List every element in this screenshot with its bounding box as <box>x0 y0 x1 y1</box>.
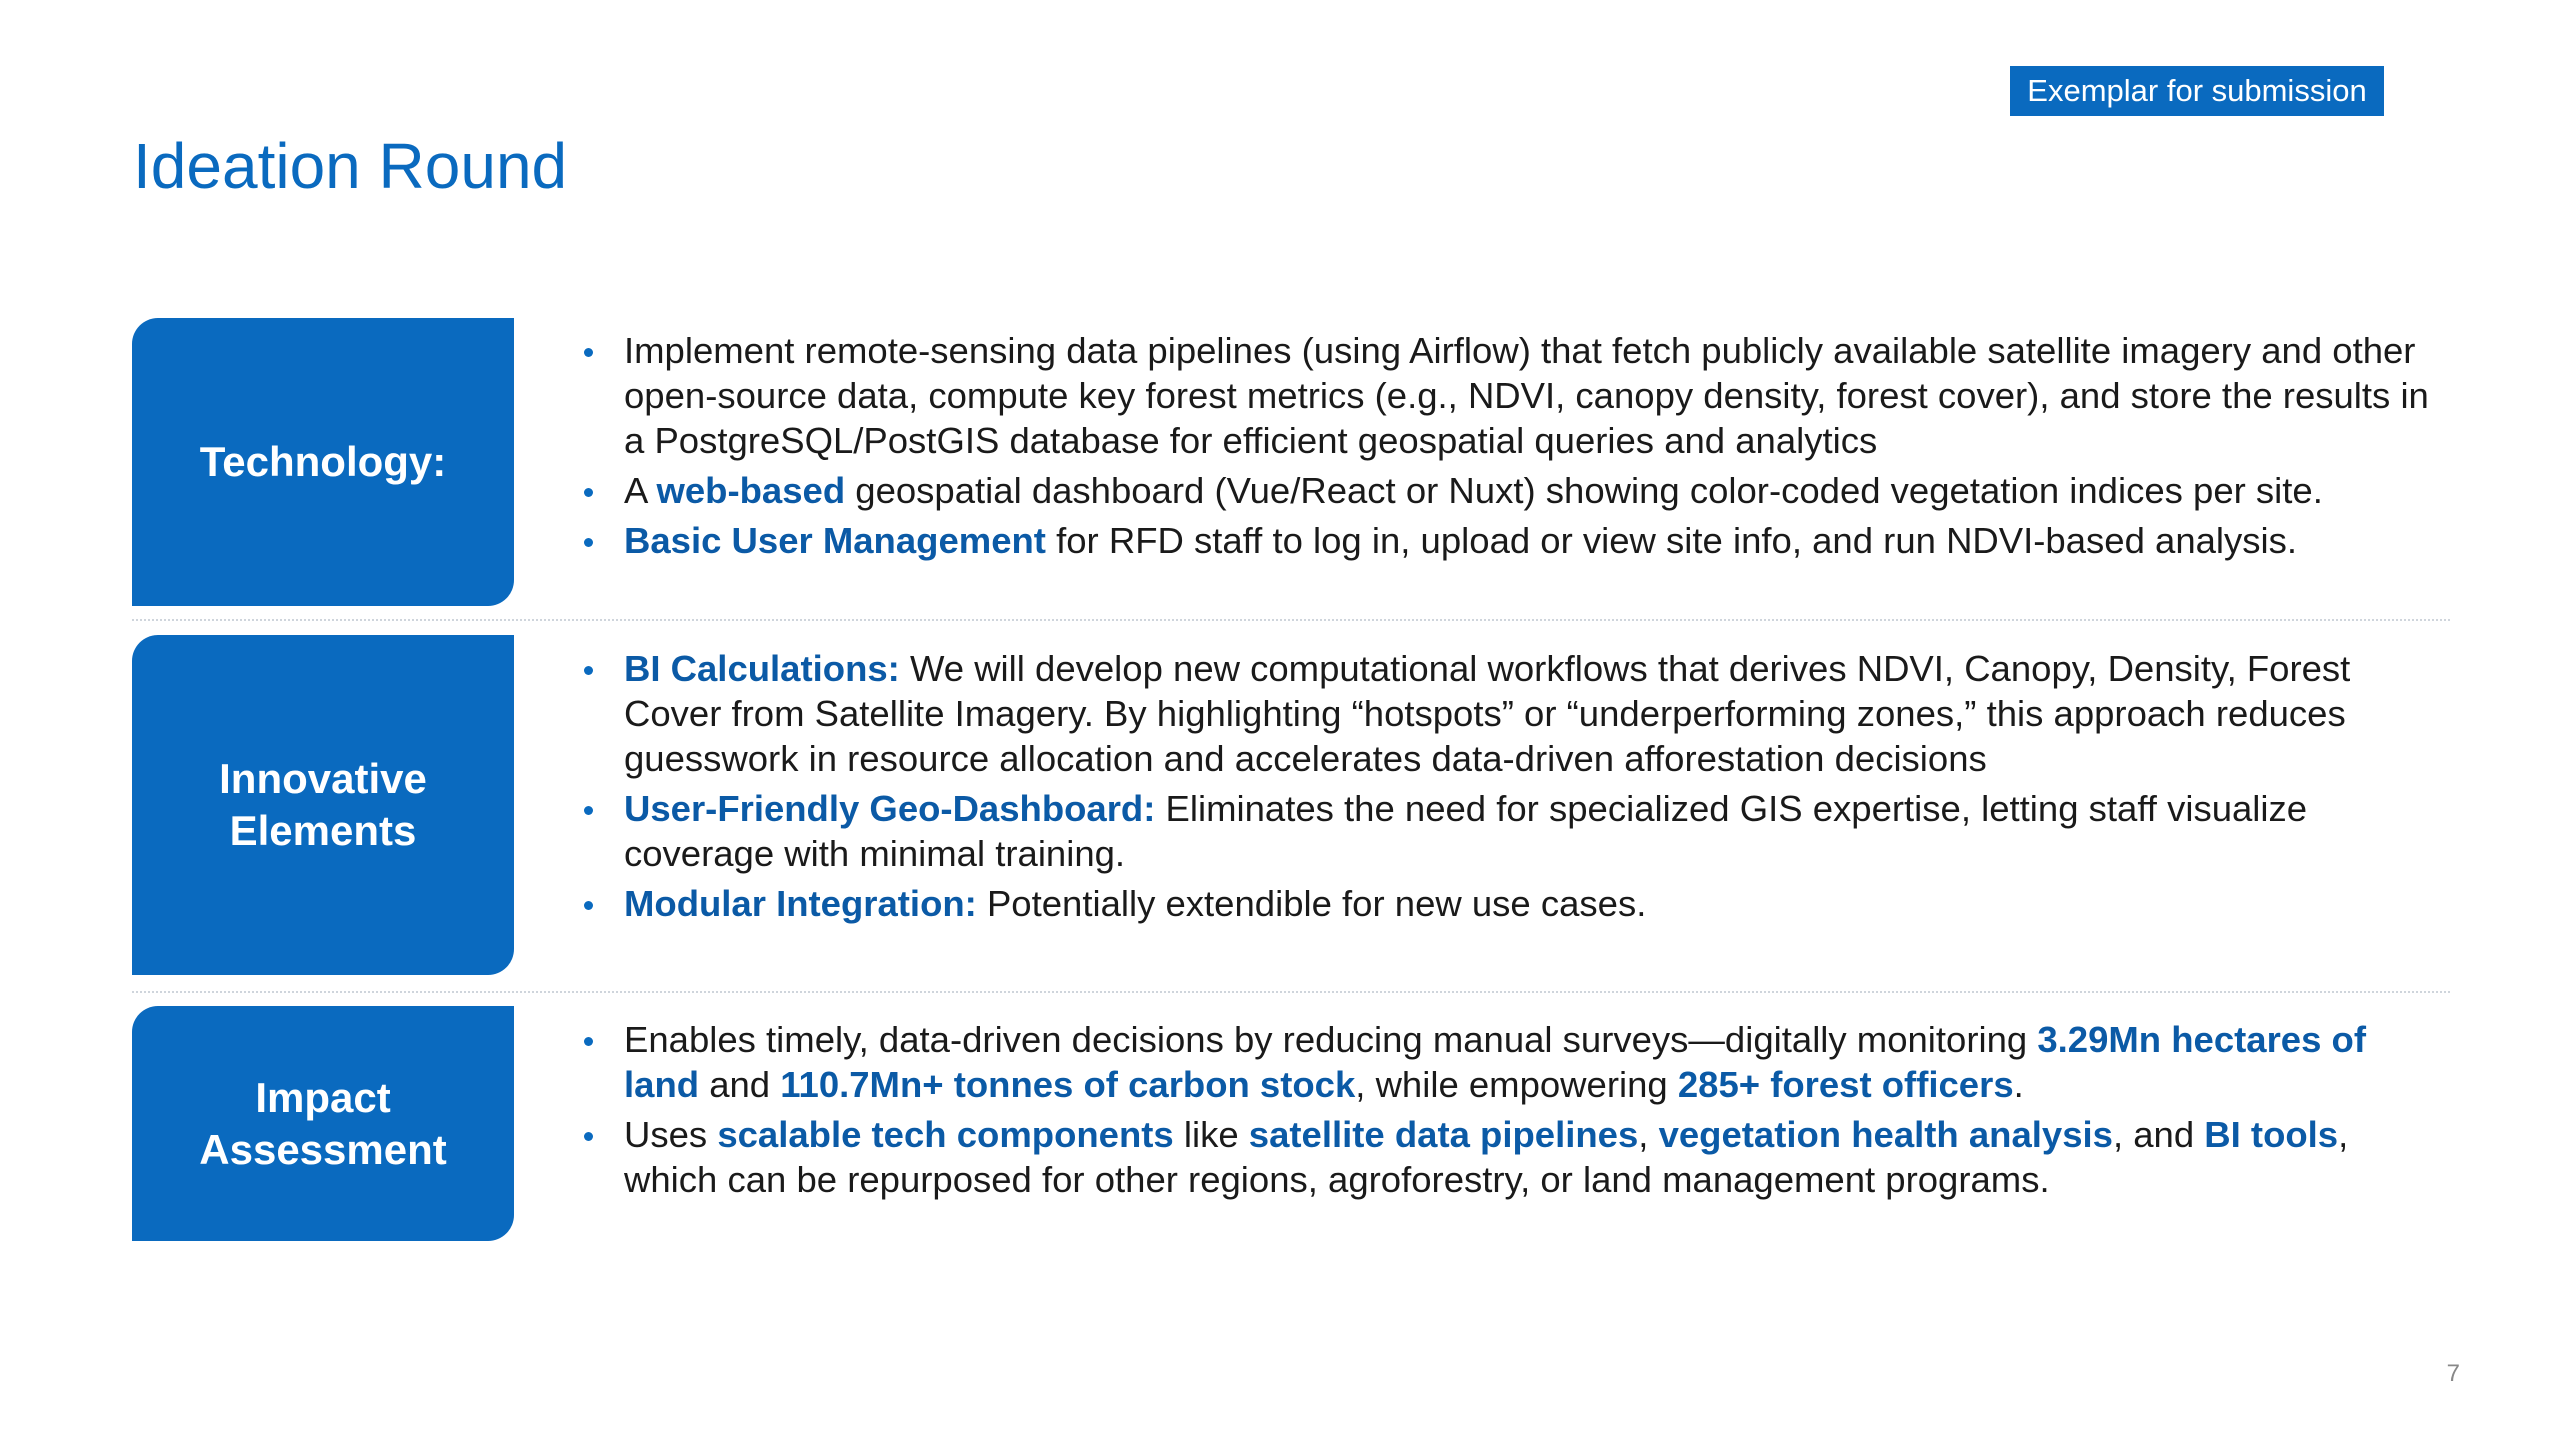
highlight-basic-user-management: Basic User Management <box>624 520 1046 561</box>
innovative-label-box <box>132 635 514 975</box>
bullet-dot-icon <box>584 901 593 910</box>
list-item <box>580 1112 2440 1202</box>
impact-label: Impact Assessment <box>199 1073 447 1173</box>
impact-bullets <box>580 1017 2440 1207</box>
technology-label-box <box>132 318 514 606</box>
highlight-geo-dashboard: User-Friendly Geo-Dashboard: <box>624 788 1156 829</box>
bullet-text: for RFD staff to log in, upload or view site info, and run NDVI-based analysis. <box>1045 520 2298 561</box>
innovative-label: Innovative Elements <box>219 755 427 854</box>
highlight-satellite-pipelines: satellite data pipelines <box>1248 1114 1639 1155</box>
bullet-dot-icon <box>584 666 593 675</box>
highlight-bi-tools: BI tools <box>2204 1114 2339 1155</box>
highlight-hectares: 3.29Mn hectares of land <box>624 1019 2366 1105</box>
bullet-text: We will develop new computational workflows that derives NDVI, Canopy, Density, Forest Cover from Satellite Imagery. By highlighting “hotspots” or “underperforming zones,” this approach reduces guesswork in resource allocation and accelerates data-driven afforestation decisions <box>624 648 2351 779</box>
technology-bullets <box>580 328 2440 568</box>
bullet-text: , and <box>2112 1114 2205 1155</box>
bullet-text: , while empowering <box>1355 1064 1678 1105</box>
list-item <box>580 518 2440 563</box>
bullet-text: like <box>1173 1114 1249 1155</box>
bullet-text: Potentially extendible for new use cases. <box>976 883 1647 924</box>
bullet-text: geospatial dashboard (Vue/React or Nuxt) showing color-coded vegetation indices per site. <box>845 470 2323 511</box>
bullet-text: A <box>624 470 657 511</box>
page-number: 7 <box>2446 1360 2460 1387</box>
bullet-text: , which can be repurposed for other regions, agroforestry, or land management programs. <box>624 1114 2349 1200</box>
bullet-text: and <box>699 1064 781 1105</box>
highlight-vegetation-health: vegetation health analysis <box>1658 1114 2113 1155</box>
list-item <box>580 786 2440 876</box>
bullet-text: Eliminates the need for specialized GIS expertise, letting staff visualize coverage with minimal training. <box>624 788 2308 874</box>
section-divider <box>132 619 2450 621</box>
highlight-bi-calculations: BI Calculations: <box>624 648 900 689</box>
highlight-scalable-tech: scalable tech components <box>717 1114 1174 1155</box>
list-item <box>580 1017 2440 1107</box>
list-item <box>580 881 2440 926</box>
page-title: Ideation Round <box>133 130 568 202</box>
list-item <box>580 468 2440 513</box>
highlight-web-based: web-based <box>656 470 846 511</box>
bullet-dot-icon <box>584 348 593 357</box>
bullet-text: Uses <box>624 1114 718 1155</box>
bullet-dot-icon <box>584 1132 593 1141</box>
bullet-dot-icon <box>584 538 593 547</box>
exemplar-badge: Exemplar for submission <box>2010 66 2384 116</box>
bullet-dot-icon <box>584 806 593 815</box>
bullet-text: Implement remote-sensing data pipelines (using Airflow) that fetch publicly available satellite imagery and other open-source data, compute key forest metrics (e.g., NDVI, canopy density, forest cover), and store the results in a PostgreSQL/PostGIS database for efficient geospatial queries and analytics <box>624 330 2429 461</box>
section-divider <box>132 991 2450 993</box>
list-item <box>580 646 2440 781</box>
innovative-bullets <box>580 646 2440 931</box>
bullet-dot-icon <box>584 488 593 497</box>
list-item <box>580 328 2440 463</box>
highlight-modular-integration: Modular Integration: <box>624 883 977 924</box>
bullet-dot-icon <box>584 1037 593 1046</box>
highlight-carbon-stock: 110.7Mn+ tonnes of carbon stock <box>780 1064 1356 1105</box>
bullet-text: . <box>2013 1064 2024 1105</box>
impact-label-box <box>132 1006 514 1241</box>
bullet-text: , <box>1638 1114 1659 1155</box>
bullet-text: Enables timely, data-driven decisions by reducing manual surveys—digitally monitoring <box>624 1019 2038 1060</box>
technology-label: Technology: <box>199 438 447 485</box>
highlight-forest-officers: 285+ forest officers <box>1677 1064 2014 1105</box>
